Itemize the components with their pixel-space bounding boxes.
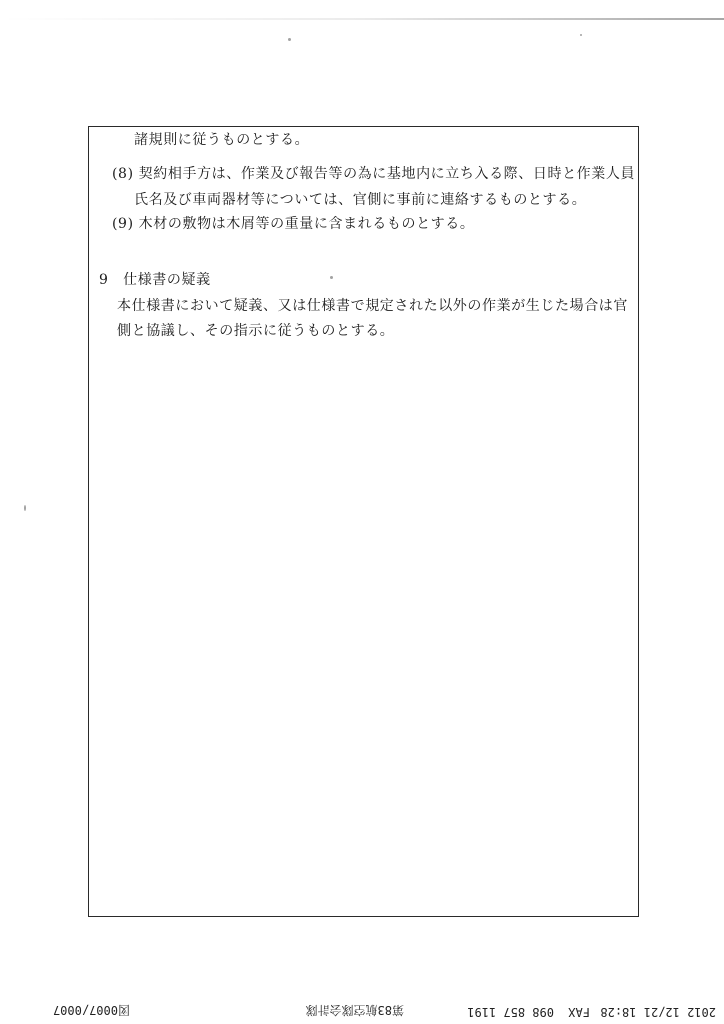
fax-label: FAX (568, 1005, 590, 1019)
section-9-heading: 9 仕様書の疑義 (99, 272, 211, 288)
content-frame (88, 126, 639, 917)
scan-edge-line (0, 18, 724, 20)
section-9-body-line-2: 側と協議し、その指示に従うものとする。 (117, 323, 395, 339)
clause-8-line-2: 氏名及び車両器材等については、官側に事前に連絡するものとする。 (134, 192, 587, 208)
section-9-body-line-1: 本仕様書において疑義、又は仕様書で規定された以外の作業が生じた場合は官 (117, 298, 628, 314)
fax-number: 098 857 1191 (467, 1005, 554, 1019)
fax-sender: 第83航空隊会計隊 (305, 1003, 404, 1017)
text-line-continuation: 諸規則に従うものとする。 (134, 132, 310, 148)
scan-speck (288, 38, 291, 41)
clause-9-line: (9) 木材の敷物は木屑等の重量に含まれるものとする。 (112, 216, 475, 232)
fax-page-count: 図0007/0007 (52, 1003, 130, 1017)
scan-speck (580, 34, 582, 36)
scan-speck (24, 505, 26, 511)
clause-8-line-1: (8) 契約相手方は、作業及び報告等の為に基地内に立ち入る際、日時と作業人員 (112, 166, 636, 182)
fax-transmission-header (0, 1000, 724, 1022)
fax-datetime: 2012 12/21 18:28 (600, 1005, 716, 1019)
